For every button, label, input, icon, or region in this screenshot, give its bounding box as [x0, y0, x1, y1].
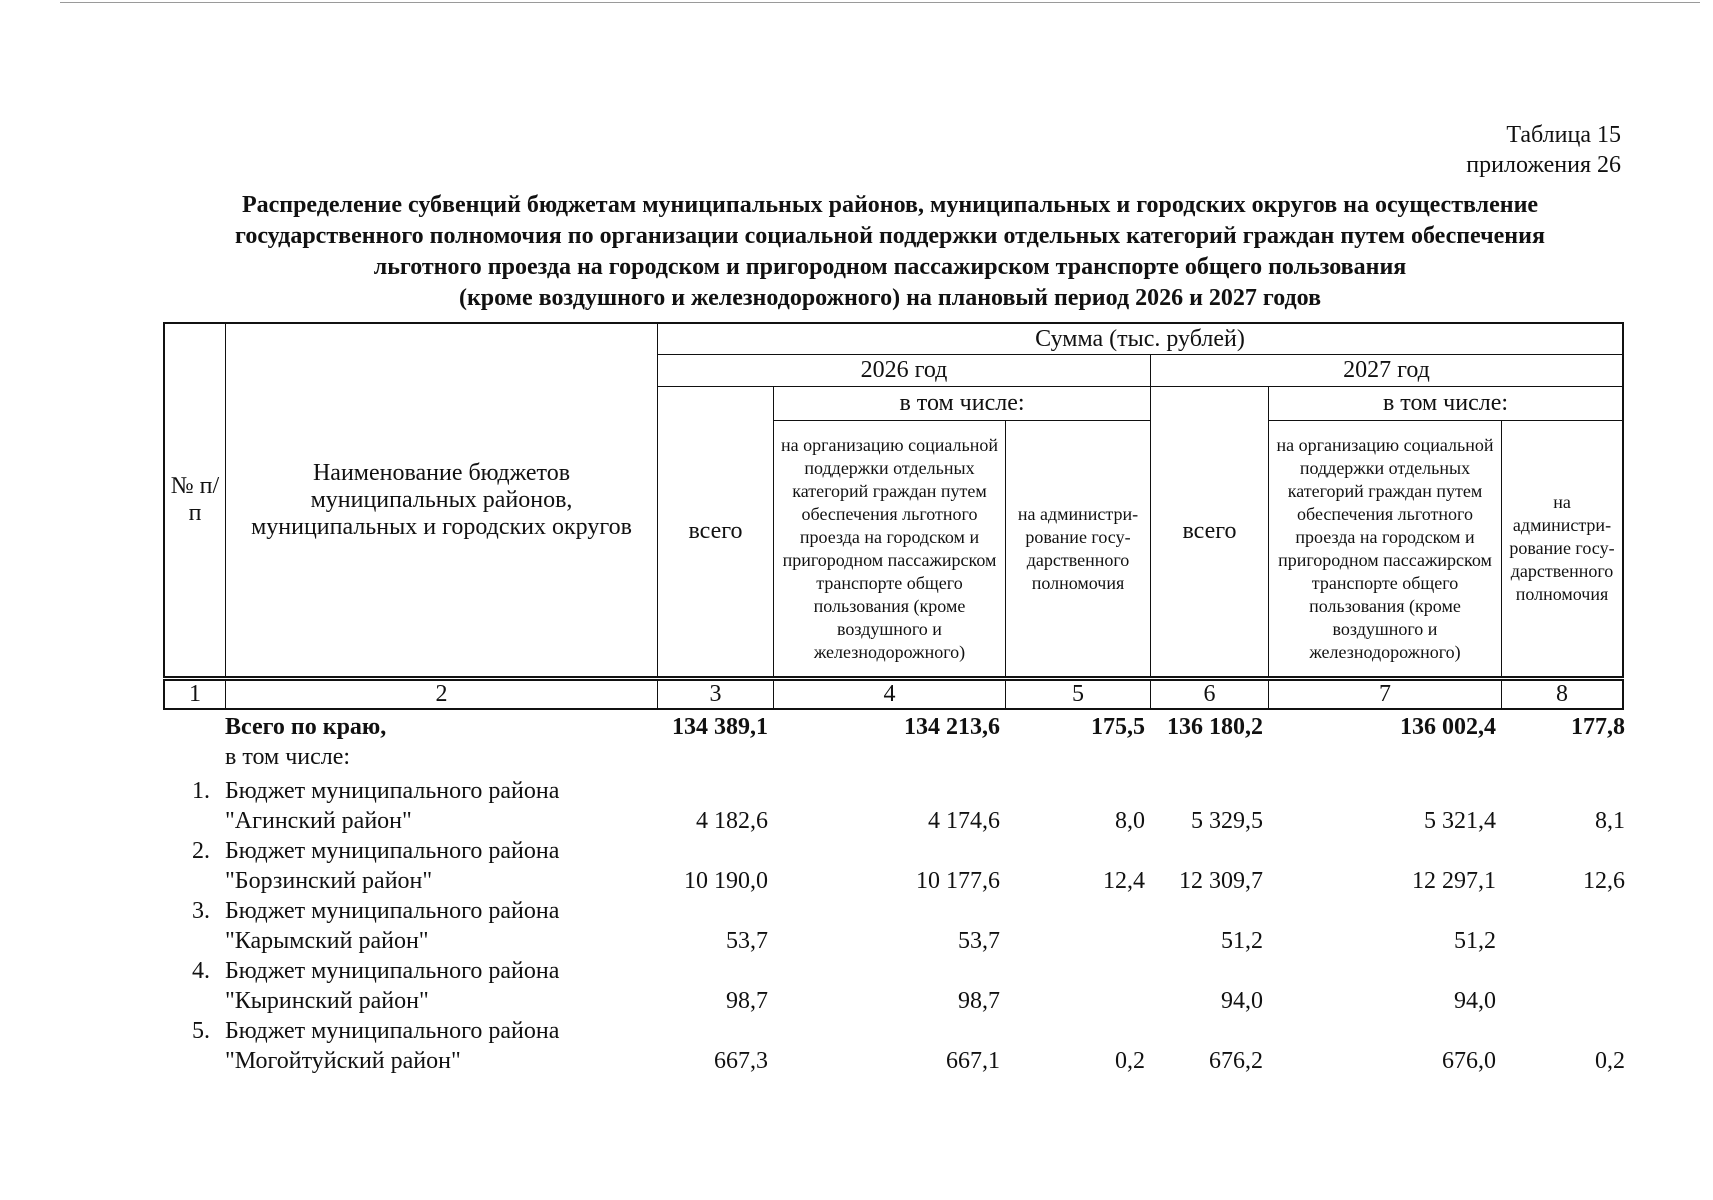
row-name-line2: "Агинский район" [225, 808, 412, 834]
total-v6: 136 180,2 [1167, 714, 1263, 740]
row-index: 1. [192, 778, 210, 804]
header-admin-2026: на администри-рование госу-дарственного полномочия [1017, 503, 1139, 593]
col-num-2: 2 [435, 681, 448, 707]
table-row [0, 836, 1713, 896]
header-total-2026: всего [688, 518, 743, 544]
row-name-line1: Бюджет муниципального района [225, 958, 560, 984]
table-row [0, 776, 1713, 836]
total-label: Всего по краю, [225, 714, 387, 740]
total-v8: 177,8 [1571, 714, 1625, 740]
row-v6: 94,0 [1221, 988, 1263, 1014]
total-v5: 175,5 [1091, 714, 1145, 740]
row-v5: 0,2 [1115, 1048, 1145, 1074]
title-line-2: государственного полномочия по организации социальной поддержки отдельных категорий граждан путем обеспечения [235, 223, 1545, 249]
row-index: 4. [192, 958, 210, 984]
row-index: 2. [192, 838, 210, 864]
row-v3: 98,7 [726, 988, 768, 1014]
title-line-1: Распределение субвенций бюджетам муниципальных районов, муниципальных и городских округов на осуществление [241, 192, 1539, 218]
document-title [150, 190, 1630, 314]
row-v4: 98,7 [958, 988, 1000, 1014]
col-num-7: 7 [1379, 681, 1391, 707]
row-v7: 51,2 [1454, 928, 1496, 954]
table-row [0, 956, 1713, 1016]
row-v4: 53,7 [958, 928, 1000, 954]
scan-edge-line [60, 2, 1700, 3]
row-v6: 12 309,7 [1179, 868, 1263, 894]
row-v4: 667,1 [946, 1048, 1000, 1074]
row-name-line2: "Борзинский район" [225, 868, 433, 894]
row-v3: 53,7 [726, 928, 768, 954]
row-v4: 10 177,6 [916, 868, 1000, 894]
header-sum: Сумма (тыс. рублей) [1035, 325, 1245, 352]
table-header [163, 322, 1624, 678]
table-row [0, 1016, 1713, 1076]
header-incl-2026: в том числе: [899, 390, 1025, 416]
row-v7: 5 321,4 [1424, 808, 1496, 834]
caption-appendix: приложения 26 [1466, 152, 1621, 178]
col-num-5: 5 [1072, 681, 1084, 707]
col-num-3: 3 [709, 681, 722, 707]
row-name-line2: "Карымский район" [225, 928, 429, 954]
header-year-2027: 2027 год [1343, 357, 1430, 383]
row-v7: 12 297,1 [1412, 868, 1496, 894]
total-row [0, 712, 1713, 774]
row-v6: 51,2 [1221, 928, 1263, 954]
row-v3: 667,3 [714, 1048, 768, 1074]
row-v7: 676,0 [1442, 1048, 1496, 1074]
row-name-line1: Бюджет муниципального района [225, 778, 560, 804]
col-num-8: 8 [1556, 681, 1568, 707]
row-v6: 676,2 [1209, 1048, 1263, 1074]
row-v3: 4 182,6 [696, 808, 768, 834]
row-v3: 10 190,0 [684, 868, 768, 894]
caption-table-number: Таблица 15 [1506, 122, 1621, 148]
row-v8: 12,6 [1583, 868, 1625, 894]
row-v6: 5 329,5 [1191, 808, 1263, 834]
header-year-2026: 2026 год [860, 357, 948, 383]
row-v7: 94,0 [1454, 988, 1496, 1014]
row-name-line1: Бюджет муниципального района [225, 898, 560, 924]
header-org-2026: на организацию социальной поддержки отдельных категорий граждан путем обеспечения льготного проезда на городском и пригородном пассажирском транспорте общего пользования (кроме воздушного и железнодорожного) [781, 434, 998, 662]
row-v5: 12,4 [1103, 868, 1145, 894]
title-line-4: (кроме воздушного и железнодорожного) на плановый период 2026 и 2027 годов [458, 285, 1322, 311]
total-v7: 136 002,4 [1400, 714, 1496, 740]
column-numbers-row [163, 679, 1624, 710]
total-v3: 134 389,1 [672, 714, 768, 740]
row-name-line1: Бюджет муниципального района [225, 838, 560, 864]
row-v4: 4 174,6 [928, 808, 1000, 834]
row-index: 3. [192, 898, 210, 924]
row-name-line2: "Кыринский район" [225, 988, 429, 1014]
row-name-line1: Бюджет муниципального района [225, 1018, 560, 1044]
header-num-col: № п/п [170, 473, 220, 526]
header-incl-2027: в том числе: [1382, 390, 1509, 416]
header-org-2027: на организацию социальной поддержки отдельных категорий граждан путем обеспечения льготного проезда на городском и пригородном пассажирском транспорте общего пользования (кроме воздушного и железнодорожного) [1276, 434, 1494, 662]
title-line-3: льготного проезда на городском и пригородном пассажирском транспорте общего пользования [373, 254, 1407, 280]
row-name-line2: "Могойтуйский район" [225, 1048, 461, 1074]
table-caption [1466, 120, 1621, 180]
total-sublabel: в том числе: [225, 744, 351, 770]
col-num-6: 6 [1203, 681, 1216, 707]
table-row [0, 896, 1713, 956]
row-index: 5. [192, 1018, 210, 1044]
row-v8: 0,2 [1595, 1048, 1625, 1074]
header-name-col: Наименование бюджетов муниципальных районов, муниципальных и городских округов [251, 459, 632, 540]
col-num-4: 4 [883, 681, 896, 707]
total-v4: 134 213,6 [904, 714, 1000, 740]
row-v8: 8,1 [1595, 808, 1625, 834]
header-admin-2027: на администри-рование госу-дарственного полномочия [1509, 492, 1615, 604]
row-v5: 8,0 [1115, 808, 1145, 834]
col-num-1: 1 [189, 681, 201, 707]
header-total-2027: всего [1182, 518, 1237, 544]
